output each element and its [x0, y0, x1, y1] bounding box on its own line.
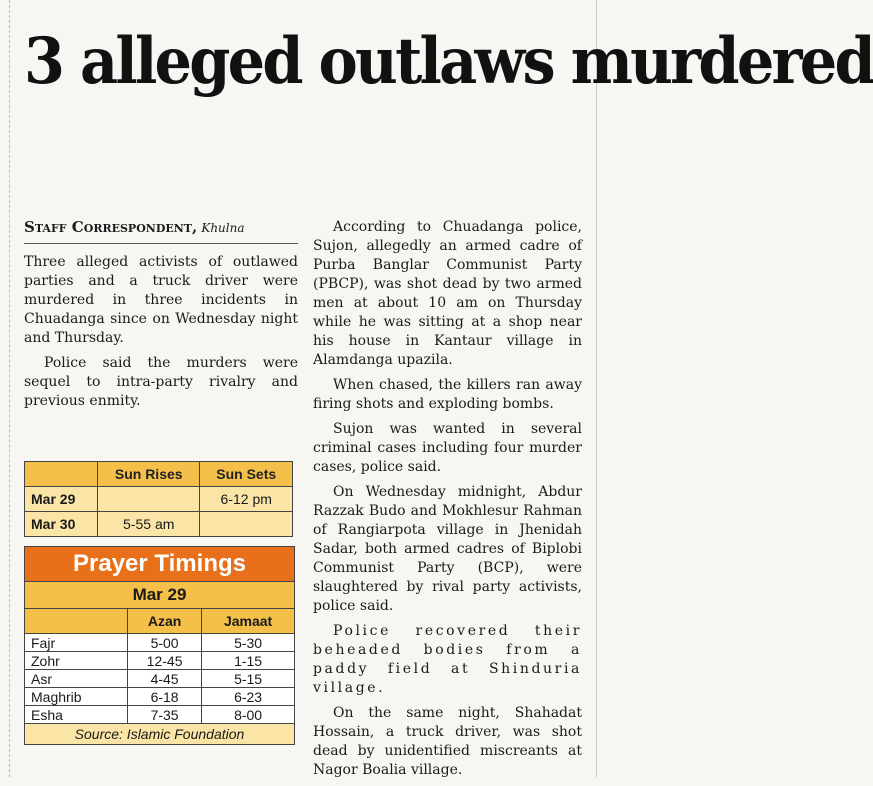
sun-table-row [25, 487, 293, 512]
paragraph: Police said the murders were sequel to intra-party rivalry and previous enmity. [24, 355, 298, 409]
azan-time: 6-18 [128, 688, 202, 706]
sun-set-value: 6-12 pm [200, 487, 293, 512]
prayer-source: Source: Islamic Foundation [25, 723, 294, 744]
prayer-name: Esha [25, 706, 128, 724]
prayer-row [25, 634, 294, 652]
left-column [24, 218, 298, 417]
byline [24, 218, 298, 244]
header-sun-rises: Sun Rises [98, 462, 200, 487]
column-rule-right [596, 0, 597, 777]
header-blank [25, 462, 98, 487]
prayer-timings-box [24, 546, 295, 745]
jamaat-time: 5-15 [202, 670, 294, 688]
jamaat-time: 5-30 [202, 634, 294, 652]
paragraph: According to Chuadanga police, Sujon, allegedly an armed cadre of Purba Banglar Communist Party (PBCP), was shot dead by two armed men at about 10 am on Thursday while he was sitting at a shop near his house in Kantaur village in Alamdanga upazila. [313, 219, 582, 368]
jamaat-time: 1-15 [202, 652, 294, 670]
prayer-date: Mar 29 [25, 581, 294, 608]
jamaat-time: 6-23 [202, 688, 294, 706]
prayer-table-header [25, 609, 294, 634]
azan-time: 12-45 [128, 652, 202, 670]
sun-set-value [200, 512, 293, 537]
prayer-row [25, 688, 294, 706]
column-rule-left [9, 0, 10, 777]
prayer-title: Prayer Timings [25, 547, 294, 581]
prayer-row [25, 652, 294, 670]
paragraph: Police recovered their beheaded bodies from a paddy field at Shinduria village. [313, 623, 582, 696]
right-column [313, 218, 582, 786]
byline-location: Khulna [201, 221, 245, 235]
sun-table-header [25, 462, 293, 487]
sun-date: Mar 30 [25, 512, 98, 537]
sun-date: Mar 29 [25, 487, 98, 512]
prayer-name: Asr [25, 670, 128, 688]
paragraph: When chased, the killers ran away firing shots and exploding bombs. [313, 377, 582, 412]
header-jamaat: Jamaat [202, 609, 294, 634]
byline-author: Staff Correspondent, [24, 218, 198, 236]
azan-time: 7-35 [128, 706, 202, 724]
azan-time: 5-00 [128, 634, 202, 652]
azan-time: 4-45 [128, 670, 202, 688]
prayer-row [25, 706, 294, 724]
sun-times-table [24, 461, 293, 537]
paragraph: On Wednesday midnight, Abdur Razzak Budo and Mokhlesur Rahman of Rangiarpota village in Jhenidah Sadar, both armed cadres of Biplobi Communist Party (BCP), were slaughtered by rival party activists, police said. [313, 484, 582, 614]
jamaat-time: 8-00 [202, 706, 294, 724]
sun-rise-value [98, 487, 200, 512]
paragraph: On the same night, Shahadat Hossain, a truck driver, was shot dead by unidentified miscreants at Nagor Boalia village. [313, 705, 582, 778]
prayer-name: Fajr [25, 634, 128, 652]
header-blank [25, 609, 128, 634]
prayer-name: Maghrib [25, 688, 128, 706]
prayer-table [25, 608, 294, 723]
headline: 3 alleged outlaws murdered [24, 24, 873, 99]
paragraph: Three alleged activists of outlawed parties and a truck driver were murdered in three incidents in Chuadanga since on Wednesday night and Thursday. [24, 254, 298, 346]
paragraph: Sujon was wanted in several criminal cases including four murder cases, police said. [313, 421, 582, 475]
sun-rise-value: 5-55 am [98, 512, 200, 537]
header-azan: Azan [128, 609, 202, 634]
header-sun-sets: Sun Sets [200, 462, 293, 487]
sun-table-row [25, 512, 293, 537]
prayer-row [25, 670, 294, 688]
prayer-name: Zohr [25, 652, 128, 670]
